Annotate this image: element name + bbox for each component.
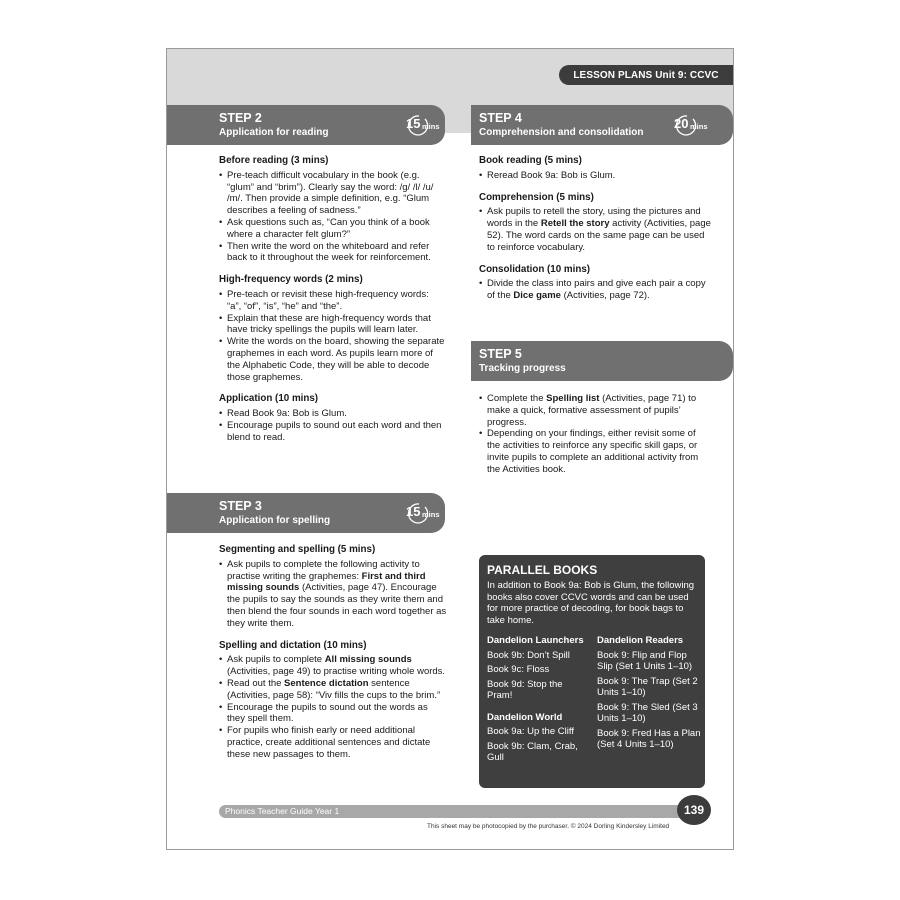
step5-content <box>479 393 711 486</box>
parallel-books-intro: In addition to Book 9a: Bob is Glum, the following books also cover CCVC words and can be used for more practice of decoding, for book bags to take home. <box>487 580 695 626</box>
list-item: • Pre-teach or revisit these high-frequency words: “a”, “of”, “is”, “he” and “the”. <box>219 289 445 313</box>
list-item: Book 9a: Up the Cliff <box>487 726 574 737</box>
section-heading: High-frequency words (2 mins) <box>219 274 363 286</box>
step5-banner <box>471 341 733 381</box>
step2-banner <box>167 105 445 145</box>
list-item: • Then write the word on the whiteboard and refer back to it throughout the week for reinforcement. <box>219 241 445 265</box>
list-item: Book 9: The Trap (Set 2 Units 1–10) <box>597 675 698 698</box>
launchers-heading: Dandelion Launchers <box>487 635 584 646</box>
timer-icon: 15 mins <box>403 113 439 137</box>
worksheet-page <box>166 48 734 850</box>
step3-subtitle: Application for spelling <box>219 515 331 526</box>
timer-icon: 15 mins <box>403 501 439 525</box>
step4-content <box>479 155 711 312</box>
list-item: • Explain that these are high-frequency words that have tricky spellings the pupils will learn later. <box>219 313 445 337</box>
list-item: • For pupils who finish early or need additional practice, create additional sentences and dictate these new passages to them. <box>219 725 447 760</box>
copyright-notice: This sheet may be photocopied by the purchaser. © 2024 Dorling Kindersley Limited <box>427 823 670 830</box>
list-item: • Read Book 9a: Bob is Glum. <box>219 408 445 420</box>
list-item: • Write the words on the board, showing the separate graphemes in each word. As pupils learn more of the Alphabetic Code, they will be able to decode those graphemes. <box>219 336 445 383</box>
step5-title: STEP 5 <box>479 347 522 361</box>
section-heading: Comprehension (5 mins) <box>479 191 594 203</box>
section-heading: Before reading (3 mins) <box>219 155 329 166</box>
world-heading: Dandelion World <box>487 711 563 723</box>
list-item: Book 9: The Sled (Set 3 Units 1–10) <box>597 701 698 724</box>
step2-content <box>219 155 445 454</box>
list-item: Book 9d: Stop the Pram! <box>487 678 563 701</box>
list-item: • Encourage pupils to sound out each word and then blend to read. <box>219 420 445 444</box>
parallel-books-title: PARALLEL BOOKS <box>487 563 598 577</box>
page-number: 139 <box>677 795 711 825</box>
readers-column <box>597 635 701 754</box>
list-item: • Ask pupils to retell the story, using the pictures and words in the Retell the story activity (Activities, page 52). The word cards on the same page can be used to reinforce vocabulary. <box>479 206 711 253</box>
readers-heading: Dandelion Readers <box>597 635 684 646</box>
launchers-column <box>487 635 593 767</box>
step3-banner <box>167 493 445 533</box>
list-item: • Depending on your findings, either revisit some of the activities to reinforce any specific skill gaps, or invite pupils to complete an additional activity from the Activities book. <box>479 428 711 475</box>
step2-subtitle: Application for reading <box>219 127 329 138</box>
step3-content <box>219 544 447 771</box>
step2-title: STEP 2 <box>219 111 262 125</box>
section-heading: Book reading (5 mins) <box>479 155 582 166</box>
list-item: Book 9: Flip and Flop Slip (Set 1 Units 1–10) <box>597 649 693 672</box>
section-heading: Application (10 mins) <box>219 393 319 405</box>
section-heading: Consolidation (10 mins) <box>479 263 591 275</box>
step3-title: STEP 3 <box>219 499 262 513</box>
list-item: • Read out the Sentence dictation sentence (Activities, page 58): “Viv fills the cups to the brim.” <box>219 678 447 702</box>
parallel-books-box <box>479 555 705 788</box>
list-item: Book 9: Fred Has a Plan (Set 4 Units 1–10) <box>597 727 701 750</box>
section-heading: Segmenting and spelling (5 mins) <box>219 544 376 555</box>
list-item: • Ask pupils to complete All missing sounds (Activities, page 49) to practise writing whole words. <box>219 654 447 678</box>
timer-icon: 20 mins <box>671 113 707 137</box>
list-item: • Ask questions such as, “Can you think of a book where a character felt glum?” <box>219 217 445 241</box>
list-item: • Encourage the pupils to sound out the words as they spell them. <box>219 702 447 726</box>
step4-title: STEP 4 <box>479 111 522 125</box>
list-item: • Pre-teach difficult vocabulary in the book (e.g. “glum” and “brim”). Clearly say the word: /g/ /l/ /u/ /m/. Then provide a simple definition, e.g. “Glum describes a feeling of sadness.” <box>219 170 445 217</box>
list-item: Book 9b: Clam, Crab, Gull <box>487 740 578 763</box>
footer-guide-title: Phonics Teacher Guide Year 1 <box>225 806 340 816</box>
section-heading: Spelling and dictation (10 mins) <box>219 639 367 651</box>
step5-subtitle: Tracking progress <box>479 363 566 374</box>
list-item: • Complete the Spelling list (Activities, page 71) to make a quick, formative assessment of pupils’ progress. <box>479 393 711 428</box>
step4-banner <box>471 105 733 145</box>
list-item: Book 9c: Floss <box>487 664 550 675</box>
list-item: Book 9b: Don’t Spill <box>487 649 570 661</box>
step4-subtitle: Comprehension and consolidation <box>479 127 644 138</box>
list-item: • Divide the class into pairs and give each pair a copy of the Dice game (Activities, page 72). <box>479 278 711 302</box>
lesson-plans-label: LESSON PLANS Unit 9: CCVC <box>559 65 733 85</box>
list-item: • Ask pupils to complete the following activity to practise writing the graphemes: First and third missing sounds (Activities, page 47). Encourage the pupils to say the sounds as they write them and then blend the four sounds in each word together as they write them. <box>219 559 447 630</box>
list-item: • Reread Book 9a: Bob is Glum. <box>479 170 711 182</box>
